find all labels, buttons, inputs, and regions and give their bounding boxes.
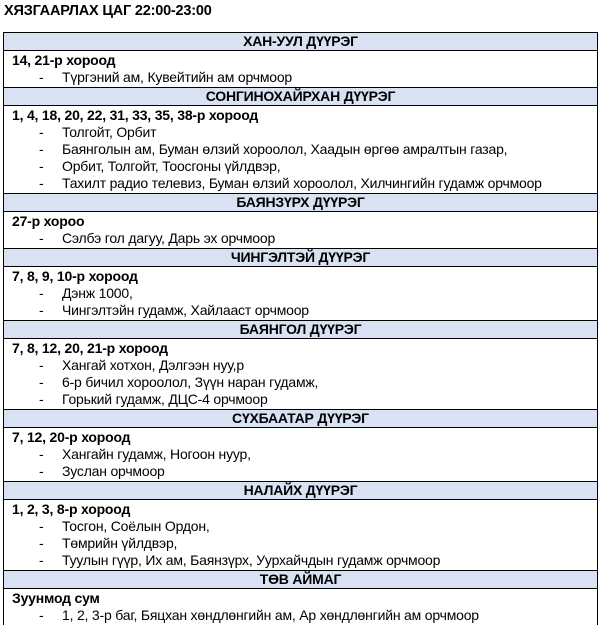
page-title: ХЯЗГААРЛАХ ЦАГ 22:00-23:00 [4,3,212,19]
district-header: БАЯНЗҮРХ ДҮҮРЭГ [4,194,597,212]
district-body [4,267,597,321]
bullet-dash: - [39,607,44,623]
district-body [4,428,597,482]
district-header: НАЛАЙХ ДҮҮРЭГ [4,482,597,500]
bullet-dash: - [39,391,44,407]
list-item-text: Хангайн гудамж, Ногоон нуур, [62,446,251,462]
bullet-dash: - [39,69,44,85]
list-item [12,158,597,175]
list-item [12,69,597,86]
curfew-table [3,32,598,625]
khoroo-subtitle: 7, 12, 20-р хороод [12,429,131,445]
district-body [4,106,597,194]
district-body [4,589,597,625]
khoroo-subtitle: 1, 4, 18, 20, 22, 31, 33, 35, 38-р хороод [12,107,259,123]
list-item [12,175,597,192]
bullet-dash: - [39,535,44,551]
list-item-text: Баянголын ам, Буман өлзий хороолол, Хаадын өргөө амралтын газар, [62,141,508,157]
khoroo-subtitle: 27-р хороо [12,213,85,229]
bullet-dash: - [39,285,44,301]
district-header: ХАН-УУЛ ДҮҮРЭГ [4,33,597,51]
bullet-dash: - [39,374,44,390]
district-body [4,339,597,410]
district-body [4,51,597,88]
list-item-text: Орбит, Толгойт, Тоосгоны үйлдвэр, [62,158,281,174]
bullet-dash: - [39,446,44,462]
list-item-text: Тахилт радио телевиз, Буман өлзий хороолол, Хилчингийн гудамж орчмоор [62,175,542,191]
list-item [12,124,597,141]
khoroo-subtitle: Зуунмод сум [12,590,100,606]
list-item [12,518,597,535]
khoroo-subtitle: 1, 2, 3, 8-р хороод [12,501,131,517]
district-header: СҮХБААТАР ДҮҮРЭГ [4,410,597,428]
district-header: БАЯНГОЛ ДҮҮРЭГ [4,321,597,339]
list-item-text: Сэлбэ гол дагуу, Дарь эх орчмоор [62,230,276,246]
bullet-dash: - [39,158,44,174]
list-item-text: Туулын гүүр, Их ам, Баянзүрх, Уурхайчдын гудамж орчмоор [62,552,441,568]
bullet-dash: - [39,357,44,373]
list-item-text: Түргэний ам, Кувейтийн ам орчмоор [62,69,292,85]
list-item [12,141,597,158]
district-header: ЧИНГЭЛТЭЙ ДҮҮРЭГ [4,249,597,267]
list-item [12,535,597,552]
list-item-text: 6-р бичил хороолол, Зүүн наран гудамж, [62,374,319,390]
list-item-text: Дэнж 1000, [62,285,133,301]
list-item [12,446,597,463]
district-body [4,500,597,571]
list-item [12,607,597,624]
list-item [12,552,597,569]
district-header: СОНГИНОХАЙРХАН ДҮҮРЭГ [4,88,597,106]
district-body [4,212,597,249]
list-item-text: Чингэлтэйн гудамж, Хайлааст орчмоор [62,302,309,318]
bullet-dash: - [39,230,44,246]
list-item [12,391,597,408]
bullet-dash: - [39,141,44,157]
list-item [12,302,597,319]
list-item [12,357,597,374]
bullet-dash: - [39,518,44,534]
list-item [12,285,597,302]
list-item-text: Тосгон, Соёлын Ордон, [62,518,210,534]
list-item [12,230,597,247]
bullet-dash: - [39,463,44,479]
khoroo-subtitle: 14, 21-р хороод [12,52,116,68]
bullet-dash: - [39,175,44,191]
khoroo-subtitle: 7, 8, 12, 20, 21-р хороод [12,340,168,356]
list-item-text: Горький гудамж, ДЦС-4 орчмоор [62,391,268,407]
khoroo-subtitle: 7, 8, 9, 10-р хороод [12,268,138,284]
list-item [12,374,597,391]
bullet-dash: - [39,124,44,140]
bullet-dash: - [39,302,44,318]
list-item-text: Хангай хотхон, Дэлгээн нуу,р [62,357,244,373]
list-item-text: Төмрийн үйлдвэр, [62,535,178,551]
list-item-text: Толгойт, Орбит [62,124,157,140]
district-header: ТӨВ АЙМАГ [4,571,597,589]
list-item-text: 1, 2, 3-р баг, Бяцхан хөндлөнгийн ам, Ар хөндлөнгийн ам орчмоор [62,607,479,623]
list-item-text: Зуслан орчмоор [62,463,165,479]
list-item [12,463,597,480]
bullet-dash: - [39,552,44,568]
